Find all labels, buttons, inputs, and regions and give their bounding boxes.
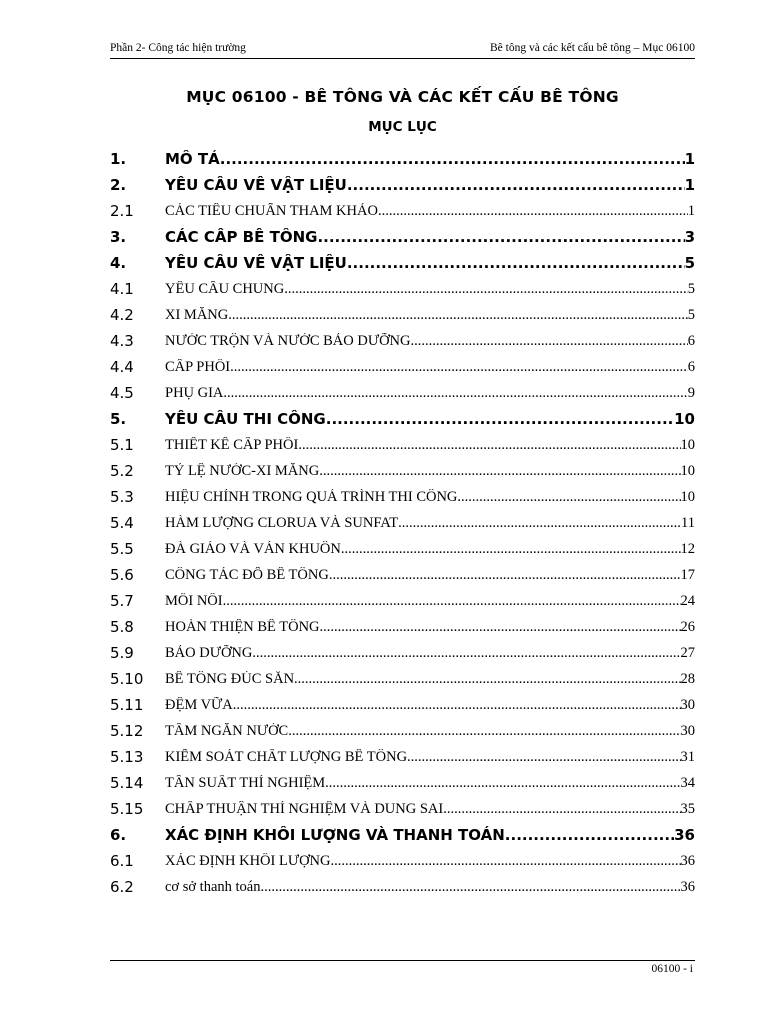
toc-entry-title: HIỆU CHỈNH TRONG QUÁ TRÌNH THI CÔNG: [165, 488, 458, 505]
toc-entry-page: 11: [681, 514, 695, 531]
toc-entry-page: 10: [674, 410, 695, 428]
toc-entry-number: 4.4: [110, 358, 134, 376]
toc-entry-line: [165, 775, 695, 792]
toc-entry-line: [165, 150, 695, 168]
toc-entry-number: 4.3: [110, 332, 134, 350]
toc-entry[interactable]: [110, 744, 695, 770]
toc-entry-title: MỐI NỐI: [165, 592, 223, 609]
toc-entry-number: 4.2: [110, 306, 134, 324]
toc-entry-page: 30: [680, 696, 695, 713]
toc-entry-number: 6.1: [110, 852, 134, 870]
toc-entry-number: 5.7: [110, 592, 134, 610]
document-title: MỤC 06100 - BÊ TÔNG VÀ CÁC KẾT CẤU BÊ TÔNG: [186, 88, 619, 106]
toc-entry-page: 28: [680, 670, 695, 687]
toc-entry-line: [165, 385, 695, 402]
toc-entry-page: 27: [680, 644, 695, 661]
toc-entry-page: 10: [680, 462, 695, 479]
toc-entry-number: 2.: [110, 176, 127, 194]
toc-entry[interactable]: [110, 692, 695, 718]
toc-entry[interactable]: [110, 536, 695, 562]
toc-entry[interactable]: [110, 172, 695, 198]
toc-entry-title: CHẤP THUẬN THÍ NGHIỆM VÀ DUNG SAI: [165, 800, 444, 817]
toc-entry-title: YÊU CẦU VỀ VẬT LIỆU: [165, 176, 347, 194]
page-header: [110, 40, 695, 59]
toc-entry-title: ĐÀ GIÁO VÀ VÁN KHUÔN: [165, 540, 341, 557]
toc-leader-dots: [378, 203, 688, 220]
toc-entry-title: HOÀN THIỆN BÊ TÔNG: [165, 618, 320, 635]
toc-leader-dots: [288, 723, 680, 740]
toc-entry-page: 12: [680, 540, 695, 557]
toc-entry-page: 1: [687, 202, 695, 219]
toc-entry-title: CÁC CẤP BÊ TÔNG: [165, 228, 318, 246]
table-of-contents: [110, 146, 695, 900]
toc-entry-page: 34: [680, 774, 695, 791]
toc-leader-dots: [223, 593, 681, 610]
toc-entry-number: 5.3: [110, 488, 134, 506]
toc-entry[interactable]: [110, 354, 695, 380]
toc-entry-number: 5.2: [110, 462, 134, 480]
toc-leader-dots: [331, 853, 681, 870]
toc-entry-page: 36: [680, 878, 695, 895]
toc-entry-number: 5.1: [110, 436, 134, 454]
toc-entry[interactable]: [110, 276, 695, 302]
toc-entry[interactable]: [110, 614, 695, 640]
toc-entry[interactable]: [110, 718, 695, 744]
toc-entry-line: [165, 359, 695, 376]
toc-entry-line: [165, 826, 695, 844]
toc-entry-page: 6: [687, 332, 695, 349]
toc-entry-page: 24: [680, 592, 695, 609]
toc-leader-dots: [298, 437, 680, 454]
toc-entry-title: BÊ TÔNG ĐÚC SẴN: [165, 670, 295, 687]
toc-entry-line: [165, 307, 695, 324]
toc-entry[interactable]: [110, 432, 695, 458]
toc-leader-dots: [228, 307, 688, 324]
toc-leader-dots: [260, 879, 680, 896]
toc-entry[interactable]: [110, 848, 695, 874]
toc-heading: MỤC LỤC: [368, 119, 437, 135]
toc-entry-page: 6: [687, 358, 695, 375]
toc-entry-number: 5.8: [110, 618, 134, 636]
toc-entry-line: [165, 281, 695, 298]
toc-entry-number: 5.12: [110, 722, 144, 740]
toc-entry-title: CẤP PHỐI: [165, 358, 231, 375]
toc-entry-title: YÊU CẦU VỀ VẬT LIỆU: [165, 254, 347, 272]
toc-leader-dots: [347, 176, 685, 194]
toc-entry-line: [165, 437, 695, 454]
toc-entry-line: [165, 801, 695, 818]
toc-entry-title: CÔNG TÁC ĐỔ BÊ TÔNG: [165, 566, 329, 583]
toc-entry-line: [165, 410, 695, 428]
toc-entry[interactable]: [110, 510, 695, 536]
toc-entry[interactable]: [110, 666, 695, 692]
toc-entry-title: NƯỚC TRỘN VÀ NƯỚC BẢO DƯỠNG: [165, 332, 411, 349]
toc-entry-page: 5: [684, 254, 695, 272]
toc-leader-dots: [230, 359, 688, 376]
toc-entry-page: 10: [680, 436, 695, 453]
toc-leader-dots: [443, 801, 680, 818]
toc-entry-title: BẢO DƯỠNG: [165, 644, 253, 661]
toc-entry-number: 1.: [110, 150, 127, 168]
toc-entry-page: 5: [687, 306, 695, 323]
toc-entry[interactable]: [110, 796, 695, 822]
toc-leader-dots: [505, 826, 674, 844]
toc-entry-page: 1: [684, 150, 695, 168]
toc-entry-number: 5.4: [110, 514, 134, 532]
toc-entry-title: YÊU CẦU THI CÔNG: [165, 410, 326, 428]
toc-entry-page: 36: [674, 826, 695, 844]
toc-entry-line: [165, 619, 695, 636]
toc-entry-number: 2.1: [110, 202, 134, 220]
toc-entry-title: HÀM LƯỢNG CLORUA VÀ SUNFAT: [165, 514, 399, 531]
toc-entry-page: 1: [684, 176, 695, 194]
toc-entry-page: 26: [680, 618, 695, 635]
toc-leader-dots: [457, 489, 680, 506]
toc-entry-number: 6.2: [110, 878, 134, 896]
header-left-text: Phần 2- Công tác hiện trường: [110, 42, 246, 54]
toc-entry-line: [165, 203, 695, 220]
toc-entry-title: YÊU CẦU CHUNG: [165, 280, 285, 297]
toc-entry-title: MÔ TẢ: [165, 150, 220, 168]
toc-entry-page: 9: [687, 384, 695, 401]
toc-entry[interactable]: [110, 328, 695, 354]
toc-entry[interactable]: [110, 874, 695, 900]
toc-leader-dots: [341, 541, 681, 558]
toc-entry-number: 6.: [110, 826, 127, 844]
toc-leader-dots: [233, 697, 681, 714]
toc-entry[interactable]: [110, 770, 695, 796]
toc-entry-line: [165, 254, 695, 272]
toc-leader-dots: [326, 410, 674, 428]
toc-entry-title: cơ sở thanh toán: [165, 878, 261, 895]
toc-entry[interactable]: [110, 198, 695, 224]
toc-entry[interactable]: [110, 562, 695, 588]
toc-entry-number: 5.15: [110, 800, 144, 818]
toc-entry[interactable]: [110, 458, 695, 484]
toc-entry-page: 30: [680, 722, 695, 739]
toc-entry[interactable]: [110, 250, 695, 276]
toc-entry-page: 3: [684, 228, 695, 246]
toc-entry-title: THIẾT KẾ CẤP PHỐI: [165, 436, 299, 453]
toc-leader-dots: [329, 567, 681, 584]
toc-entry-line: [165, 645, 695, 662]
toc-entry[interactable]: [110, 822, 695, 848]
toc-entry-page: 10: [680, 488, 695, 505]
toc-entry[interactable]: [110, 302, 695, 328]
toc-leader-dots: [347, 254, 685, 272]
toc-entry-title: KIỂM SOÁT CHẤT LƯỢNG BÊ TÔNG: [165, 748, 408, 765]
toc-entry-number: 5.6: [110, 566, 134, 584]
toc-entry-page: 31: [680, 748, 695, 765]
toc-entry[interactable]: [110, 588, 695, 614]
toc-entry-line: [165, 489, 695, 506]
toc-leader-dots: [398, 515, 681, 532]
toc-entry-page: 5: [687, 280, 695, 297]
toc-entry-page: 17: [680, 566, 695, 583]
toc-leader-dots: [411, 333, 688, 350]
toc-entry-title: TẤM NGĂN NƯỚC: [165, 722, 289, 739]
toc-entry[interactable]: [110, 640, 695, 666]
toc-leader-dots: [252, 645, 680, 662]
toc-entry-title: XÁC ĐỊNH KHỐI LƯỢNG: [165, 852, 331, 869]
toc-entry-number: 4.5: [110, 384, 134, 402]
toc-leader-dots: [223, 385, 687, 402]
header-right-text: Bê tông và các kết cấu bê tông – Mục 06100: [489, 42, 695, 54]
toc-entry-title: TỶ LỆ NƯỚC-XI MĂNG: [165, 462, 320, 479]
toc-entry-line: [165, 697, 695, 714]
toc-leader-dots: [220, 150, 685, 168]
toc-entry[interactable]: [110, 380, 695, 406]
toc-entry-line: [165, 853, 695, 870]
toc-entry-line: [165, 515, 695, 532]
toc-entry-number: 5.5: [110, 540, 134, 558]
toc-entry-line: [165, 879, 695, 896]
toc-entry-title: ĐỆM VỮA: [165, 696, 233, 713]
toc-leader-dots: [317, 228, 684, 246]
toc-entry-number: 5.13: [110, 748, 144, 766]
toc-entry[interactable]: [110, 406, 695, 432]
toc-leader-dots: [319, 463, 680, 480]
toc-entry-number: 5.14: [110, 774, 144, 792]
toc-entry-line: [165, 723, 695, 740]
toc-entry-line: [165, 541, 695, 558]
toc-entry-title: PHỤ GIA: [165, 384, 224, 401]
toc-entry-title: XÁC ĐỊNH KHỐI LƯỢNG VÀ THANH TOÁN: [165, 826, 505, 844]
toc-entry-number: 4.: [110, 254, 127, 272]
toc-entry-page: 35: [680, 800, 695, 817]
toc-entry[interactable]: [110, 224, 695, 250]
page-number: 06100 - i: [651, 963, 693, 975]
toc-entry-number: 5.11: [110, 696, 144, 714]
toc-entry-title: XI MĂNG: [165, 306, 229, 323]
toc-entry-line: [165, 333, 695, 350]
toc-leader-dots: [294, 671, 680, 688]
toc-entry-line: [165, 671, 695, 688]
toc-entry-title: CÁC TIÊU CHUẨN THAM KHẢO: [165, 202, 378, 219]
toc-entry-number: 5.10: [110, 670, 144, 688]
toc-entry-line: [165, 463, 695, 480]
toc-entry-number: 4.1: [110, 280, 134, 298]
toc-entry-line: [165, 567, 695, 584]
toc-leader-dots: [320, 619, 681, 636]
toc-entry[interactable]: [110, 146, 695, 172]
toc-entry-line: [165, 749, 695, 766]
toc-entry-title: TẦN SUẤT THÍ NGHIỆM: [165, 774, 326, 791]
toc-entry-number: 3.: [110, 228, 127, 246]
toc-entry-page: 36: [680, 852, 695, 869]
toc-leader-dots: [407, 749, 680, 766]
toc-entry-line: [165, 228, 695, 246]
toc-entry-line: [165, 176, 695, 194]
toc-entry-line: [165, 593, 695, 610]
toc-leader-dots: [325, 775, 680, 792]
toc-entry-number: 5.: [110, 410, 127, 428]
toc-entry-number: 5.9: [110, 644, 134, 662]
toc-leader-dots: [284, 281, 688, 298]
toc-entry[interactable]: [110, 484, 695, 510]
footer-divider: [110, 960, 695, 961]
